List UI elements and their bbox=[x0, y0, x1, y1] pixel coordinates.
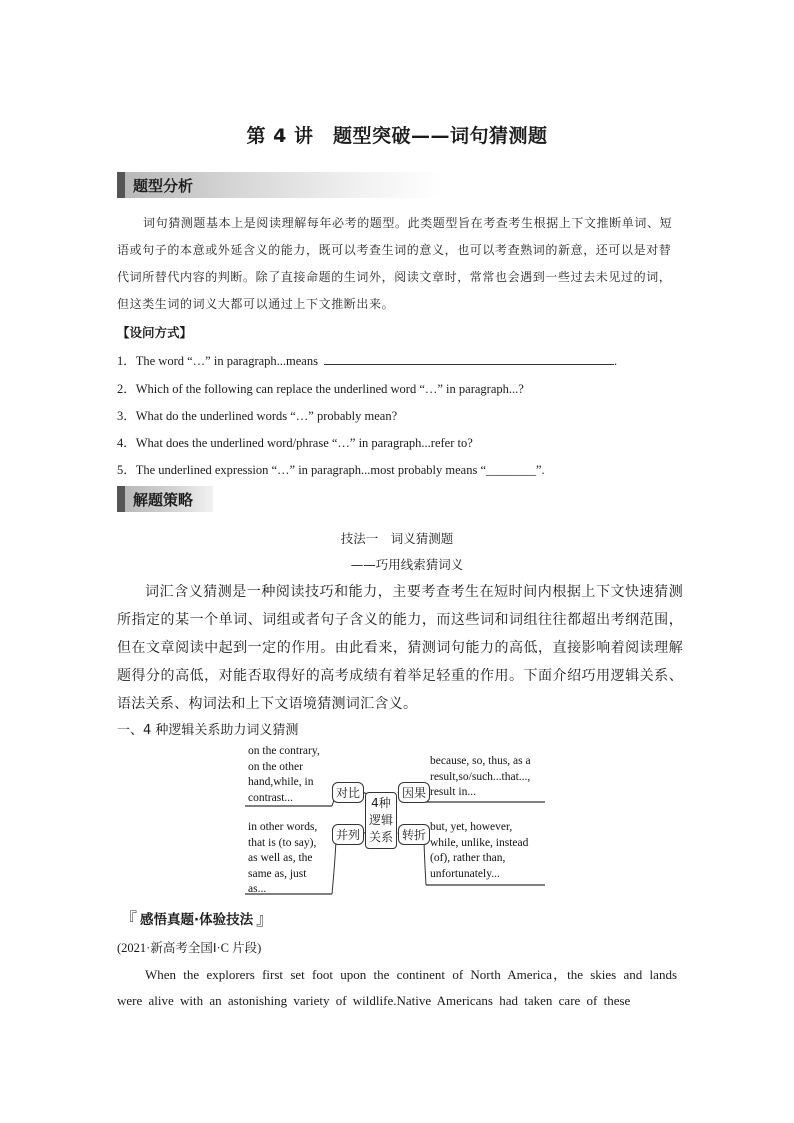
center-line: 逻辑 bbox=[368, 813, 393, 827]
logic-relations-heading: 一、4 种逻辑关系助力词义猜测 bbox=[117, 723, 299, 738]
section-label: 解题策略 bbox=[125, 486, 213, 512]
turn-word-line: while, unlike, instead bbox=[430, 836, 529, 849]
passage-paragraph: When the explorers first set foot upon the continent of North America，the skies and lands were alive with an astonishing variety of wildlife.Native Americans had taken care of these bbox=[117, 967, 677, 1008]
bracket-left: 『 bbox=[120, 910, 137, 930]
exam-source: (2021·新高考全国Ⅰ·C 片段) bbox=[117, 941, 262, 955]
cause-word-line: because, so, thus, as a bbox=[430, 755, 531, 767]
question-item-4: 4．What does the underlined word/phrase “…” in paragraph...refer to? bbox=[117, 436, 473, 450]
turn-word-line: unfortunately... bbox=[430, 867, 500, 880]
section-marker bbox=[117, 486, 125, 512]
question-text: 1．The word “…” in paragraph...means bbox=[117, 354, 318, 368]
parallel-words bbox=[248, 820, 317, 898]
contrast-word-line: contrast... bbox=[248, 791, 294, 804]
parallel-word-line: as well as, the bbox=[248, 852, 313, 864]
page-title: 第 4 讲 题型突破——词句猜测题 bbox=[246, 125, 548, 147]
section-label: 题型分析 bbox=[125, 172, 443, 198]
technique-title: 技法一 词义猜测题 bbox=[340, 531, 454, 546]
cause-word-line: result in... bbox=[430, 786, 476, 798]
strategy-paragraph: 词汇含义猜测是一种阅读技巧和能力，主要考查考生在短时间内根据上下文快速猜测所指定的某一个单词、词组或者句子含义的能力，而这些词和词组往往都超出考纲范围，但在文章阅读中起到一定的作用。由此看来，猜测词句能力的高低，直接影响着阅读理解题得分的高低，对能否取得好的高考成绩有着举足轻重的作用。下面介绍巧用逻辑关系、语法关系、构词法和上下文语境猜测词汇含义。 bbox=[117, 584, 683, 712]
contrast-words bbox=[248, 744, 320, 806]
contrast-word-line: on the other bbox=[248, 760, 303, 773]
turn-word-line: (of), rather than, bbox=[430, 852, 506, 864]
center-line: 关系 bbox=[368, 830, 393, 844]
parallel-word-line: that is (to say), bbox=[248, 836, 317, 849]
analysis-paragraph: 词句猜测题基本上是阅读理解每年必考的题型。此类题型旨在考查考生根据上下文推断单词、短语或句子的本意或外延含义的能力，既可以考查生词的意义，也可以考查熟词的新意，还可以是对替代词所替代内容的判断。除了直接命题的生词外，阅读文章时，常常也会遇到一些过去未见过的词，但这类生词的词义大都可以通过上下文推断出来。 bbox=[117, 216, 673, 311]
question-item-3: 3．What do the underlined words “…” probably mean? bbox=[117, 409, 398, 423]
turn-word-line: but, yet, however, bbox=[430, 821, 513, 833]
practice-heading bbox=[117, 905, 276, 930]
bracket-right: 』 bbox=[256, 910, 274, 930]
turn-label: 转折 bbox=[398, 824, 430, 845]
question-item-2: 2．Which of the following can replace the underlined word “…” in paragraph...? bbox=[117, 382, 524, 396]
parallel-word-line: in other words, bbox=[248, 821, 318, 833]
section-marker bbox=[117, 172, 125, 198]
practice-heading-text: 感悟真题·体验技法 bbox=[140, 911, 254, 928]
cause-label: 因果 bbox=[398, 782, 430, 803]
turn-words bbox=[430, 820, 528, 882]
parallel-word-line: same as, just bbox=[248, 867, 307, 880]
technique-subtitle: ——巧用线索猜词义 bbox=[350, 557, 464, 572]
center-line: 4种 bbox=[371, 796, 391, 810]
cause-words bbox=[430, 754, 531, 801]
question-tail: . bbox=[613, 354, 618, 368]
parallel-label: 并列 bbox=[332, 824, 364, 845]
center-four-relations bbox=[365, 792, 397, 849]
parallel-word-line: as... bbox=[248, 883, 267, 895]
question-item-5: 5．The underlined expression “…” in paragraph...most probably means “________”. bbox=[117, 463, 545, 477]
section-header-strategy bbox=[117, 486, 213, 512]
question-format-heading: 【设问方式】 bbox=[117, 325, 193, 340]
answer-blank bbox=[324, 352, 614, 365]
contrast-label: 对比 bbox=[332, 782, 364, 803]
contrast-word-line: on the contrary, bbox=[248, 745, 320, 757]
logic-relations-diagram bbox=[240, 740, 550, 900]
section-header-analysis bbox=[117, 172, 443, 198]
cause-word-line: result,so/such...that..., bbox=[430, 770, 531, 783]
contrast-word-line: hand,while, in bbox=[248, 776, 314, 788]
question-item-1 bbox=[117, 351, 677, 369]
